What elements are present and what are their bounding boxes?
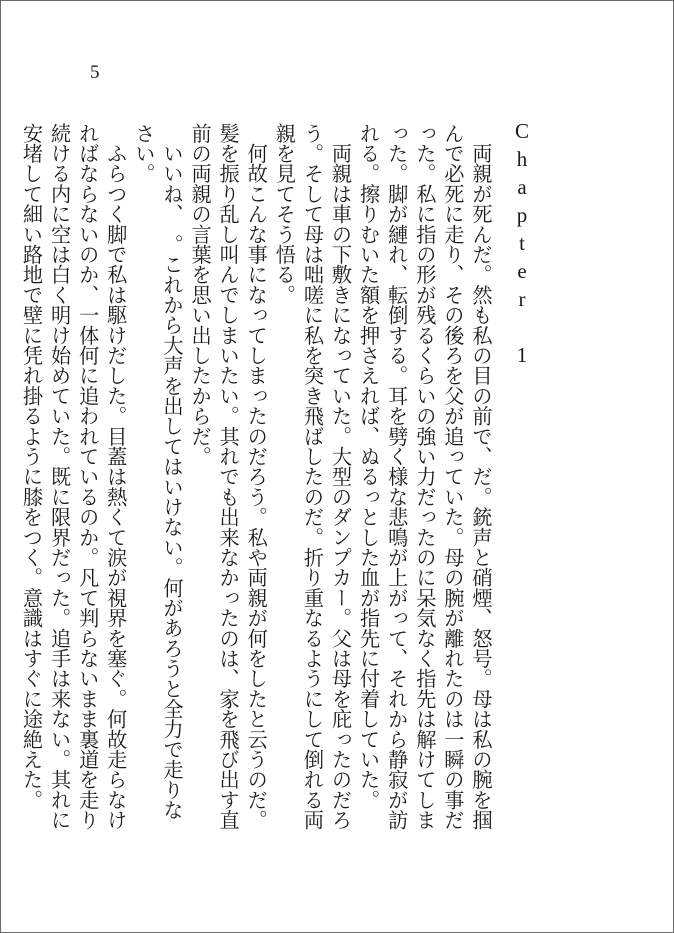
paragraph: 両親が死んだ。然も私の目の前で、だ。銃声と硝煙、怒号。母は私の腕を掴 んで必死に走り、その後ろを父が追っていた。母の腕が離れたのは一瞬の事だ った。私に指の形が残るくらいの強い力だったのに呆気なく指先は解けてしま った。脚が縺れ、転倒する。耳を劈く様な悲鳴が上がって、それから静寂が訪 れる。擦りむいた額を押さえれば、ぬるっとした血が指先に付着していた。 — [356, 123, 493, 831]
paragraph: 両親は車の下敷きになっていた。大型のダンプカー。父は母を庇ったのだろ う。そして母は咄嗟に私を突き飛ばしたのだ。折り重なるようにして倒れる両 親を見てそう悟る。 — [272, 123, 353, 830]
body-text — [17, 123, 495, 883]
page-number: 5 — [90, 62, 100, 83]
paragraph: いいね、 。これから大声を出してはいけない。何があろうと全力で走りな さい。 — [131, 123, 184, 820]
paragraph: 何故こんな事になってしまったのだろう。私や両親が何をしたと云うのだ。 髪を振り乱し叫んでしまいたい。其れでも出来なかったのは、家を飛び出す直 前の両親の言葉を思い出したからだ。 — [188, 123, 269, 830]
paragraph: ふらつく脚で私は駆けだした。目蓋は熱くて涙が視界を塞ぐ。何故走らなけ ればならないのか、一体何に追われているのか。凡て判らないまま裏道を走り 続ける内に空は白く明け始めていた。既に限界だった。追手は来ない。其れに 安堵して細い路地で壁に凭れ掛るように膝をつく。意識はすぐに途絶えた。 — [19, 123, 128, 831]
chapter-title: Chapter 1 — [510, 119, 534, 371]
